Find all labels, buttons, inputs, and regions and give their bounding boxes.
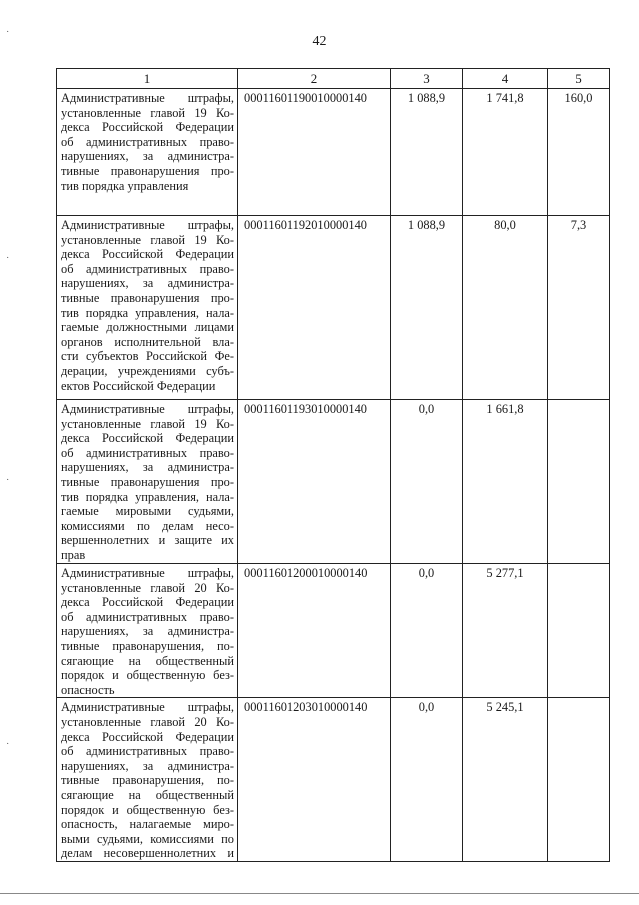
description-line: выми судьями, комиссиями по [61, 831, 234, 846]
description-line: сягающие на общественный [61, 653, 234, 668]
description-line: гаемые должностными лицами [61, 320, 234, 335]
description-line: ектов Российской Федерации [61, 378, 216, 393]
description-line: порядок и общественную без- [61, 802, 234, 817]
description-line: тив порядка управления, нала- [61, 489, 234, 504]
description-line: опасность [61, 682, 115, 697]
budget-code: 00011601193010000140 [238, 400, 391, 564]
description-line: делам несовершеннолетних и [61, 846, 234, 861]
description-line: Административные штрафы, [61, 700, 234, 715]
description-line: тивные правонарушения про- [61, 474, 234, 489]
page-bottom-edge [0, 893, 639, 894]
budget-code: 00011601192010000140 [238, 216, 391, 400]
item-description [57, 698, 238, 862]
column-header: 1 [57, 69, 238, 89]
item-description [57, 216, 238, 400]
scan-mark: ˙ [6, 256, 10, 267]
column-header: 3 [391, 69, 463, 89]
amount-col5: 7,3 [548, 216, 610, 400]
description-line: нарушениях, за администра- [61, 460, 234, 475]
amount-col4: 1 741,8 [463, 89, 548, 216]
budget-code: 00011601190010000140 [238, 89, 391, 216]
description-line: тив порядка управления [61, 178, 189, 193]
description-line: нарушениях, за администра- [61, 758, 234, 773]
item-description [57, 400, 238, 564]
description-line: об административных право- [61, 134, 234, 149]
description-line: установленные главой 20 Ко- [61, 714, 234, 729]
description-line: установленные главой 19 Ко- [61, 105, 234, 120]
description-line: декса Российской Федерации [61, 595, 234, 610]
amount-col4: 5 245,1 [463, 698, 548, 862]
description-line: установленные главой 19 Ко- [61, 232, 234, 247]
amount-col5 [548, 400, 610, 564]
amount-col5 [548, 698, 610, 862]
description-line: об административных право- [61, 445, 234, 460]
description-line: комиссиями по делам несо- [61, 518, 234, 533]
amount-col4: 5 277,1 [463, 564, 548, 698]
description-line: декса Российской Федерации [61, 431, 234, 446]
table-row [57, 564, 610, 698]
amount-col3: 0,0 [391, 698, 463, 862]
description-line: вершеннолетних и защите их [61, 533, 234, 548]
budget-code: 00011601200010000140 [238, 564, 391, 698]
description-line: тивные правонарушения про- [61, 290, 234, 305]
description-line: установленные главой 19 Ко- [61, 416, 234, 431]
description-line: порядок и общественную без- [61, 668, 234, 683]
amount-col3: 0,0 [391, 564, 463, 698]
page-number: 42 [312, 34, 327, 49]
description-line: Административные штрафы, [61, 91, 234, 105]
description-line: прав [61, 547, 86, 562]
description-line: тивные правонарушения про- [61, 163, 234, 178]
description-line: опасность, налагаемые миро- [61, 817, 234, 832]
description-line: гаемые мировыми судьями, [61, 504, 234, 519]
description-line: об административных право- [61, 261, 234, 276]
description-line: сягающие на общественный [61, 787, 234, 802]
description-line: декса Российской Федерации [61, 247, 234, 262]
description-line: дерации, учреждениями субъ- [61, 363, 234, 378]
table-row [57, 89, 610, 216]
description-line: нарушениях, за администра- [61, 276, 234, 291]
description-line: органов исполнительной вла- [61, 334, 234, 349]
column-header: 2 [238, 69, 391, 89]
description-line: декса Российской Федерации [61, 729, 234, 744]
table-row [57, 698, 610, 862]
amount-col4: 1 661,8 [463, 400, 548, 564]
description-line: нарушениях, за администра- [61, 149, 234, 164]
table-row [57, 400, 610, 564]
description-line: нарушениях, за администра- [61, 624, 234, 639]
description-line: об административных право- [61, 609, 234, 624]
column-header: 4 [463, 69, 548, 89]
description-line: об административных право- [61, 744, 234, 759]
amount-col3: 1 088,9 [391, 89, 463, 216]
amount-col4: 80,0 [463, 216, 548, 400]
description-line: Административные штрафы, [61, 402, 234, 416]
description-line: Административные штрафы, [61, 218, 234, 232]
scan-mark: ˙ [6, 742, 10, 753]
description-line: тивные правонарушения, по- [61, 638, 234, 653]
description-line: Административные штрафы, [61, 566, 234, 580]
column-header: 5 [548, 69, 610, 89]
budget-code: 00011601203010000140 [238, 698, 391, 862]
amount-col5: 160,0 [548, 89, 610, 216]
amount-col3: 1 088,9 [391, 216, 463, 400]
description-line: сти субъектов Российской Фе- [61, 349, 234, 364]
amount-col5 [548, 564, 610, 698]
table-row [57, 216, 610, 400]
header-row [57, 69, 610, 89]
revenue-table [56, 68, 610, 862]
description-line: тивные правонарушения, по- [61, 773, 234, 788]
scan-mark: ˙ [6, 30, 10, 41]
description-line: тив порядка управления, нала- [61, 305, 234, 320]
scan-mark: ˙ [6, 478, 10, 489]
description-line: декса Российской Федерации [61, 120, 234, 135]
item-description [57, 564, 238, 698]
description-line: установленные главой 20 Ко- [61, 580, 234, 595]
amount-col3: 0,0 [391, 400, 463, 564]
item-description [57, 89, 238, 216]
